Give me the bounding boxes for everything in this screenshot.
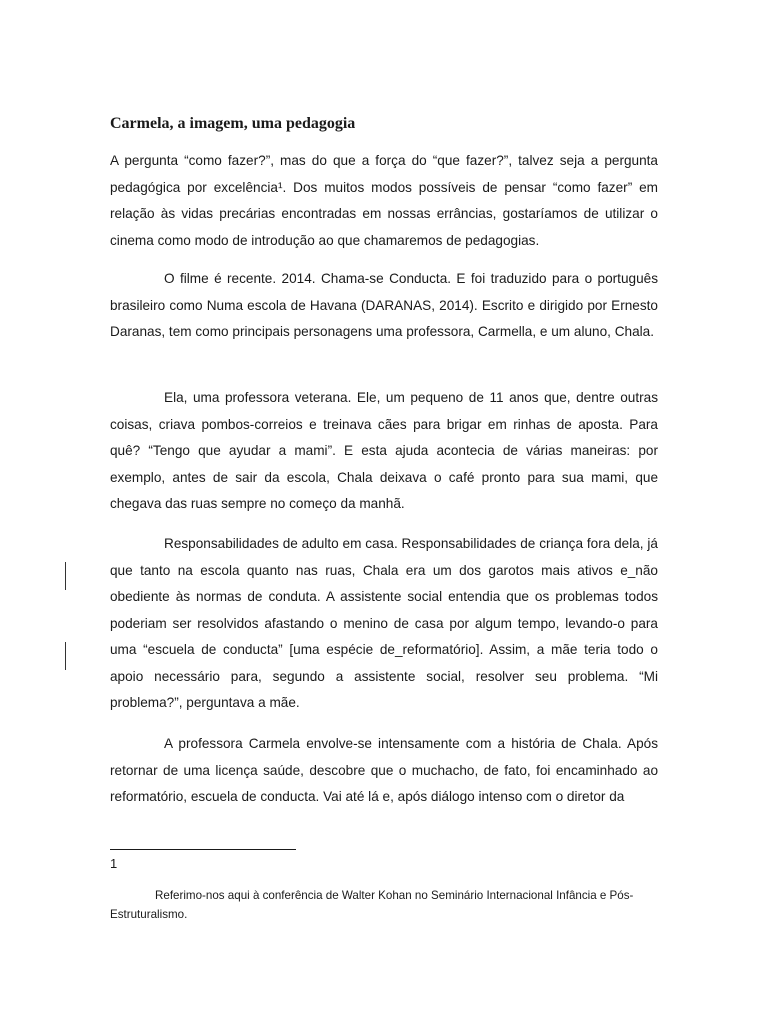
document-title: Carmela, a imagem, uma pedagogia — [110, 115, 356, 132]
revision-mark-bar — [65, 562, 66, 590]
footnote-text: Referimo-nos aqui à conferência de Walter Kohan no Seminário Internacional Infância e Pós-Estruturalismo. — [110, 889, 634, 921]
paragraph-1-text: A pergunta “como fazer?”, mas do que a força do “que fazer?”, talvez seja a pergunta pedagógica por excelência¹. Dos muitos modos possíveis de pensar “como fazer” em relação às vidas precárias encontradas em nossas errâncias, gostaríamos de utilizar o cinema como modo de introdução ao que chamaremos de pedagogias. — [110, 153, 658, 248]
paragraph-1 — [110, 148, 658, 254]
paragraph-2-text: O filme é recente. 2014. Chama-se Conducta. E foi traduzido para o português brasileiro como Numa escola de Havana (DARANAS, 2014). Escrito e dirigido por Ernesto Daranas, tem como principais personagens uma professora, Carmella, e um aluno, Chala. — [110, 271, 658, 339]
footnote-separator — [110, 849, 296, 850]
paragraph-4 — [110, 531, 658, 717]
paragraph-5-text: A professora Carmela envolve-se intensamente com a história de Chala. Após retornar de uma licença saúde, descobre que o muchacho, de fato, foi encaminhado ao reformatório, escuela de conducta. Vai até lá e, após diálogo intenso com o diretor da — [110, 736, 658, 804]
paragraph-3 — [110, 385, 658, 518]
paragraph-5 — [110, 731, 658, 811]
paragraph-2 — [110, 266, 658, 346]
paragraph-3-text: Ela, uma professora veterana. Ele, um pequeno de 11 anos que, dentre outras coisas, criava pombos-correios e treinava cães para brigar em rinhas de aposta. Para quê? “Tengo que ayudar a mami”. E esta ajuda acontecia de várias maneiras: por exemplo, antes de sair da escola, Chala deixava o café pronto para sua mami, que chegava das ruas sempre no começo da manhã. — [110, 390, 658, 511]
revision-mark-bar — [65, 642, 66, 670]
footnote — [110, 886, 658, 924]
paragraph-4-text: Responsabilidades de adulto em casa. Responsabilidades de criança fora dela, já que tanto na escola quanto nas ruas, Chala era um dos garotos mais ativos e_não obediente às normas de conduta. A assistente social entendia que os problemas todos poderiam ser resolvidos afastando o menino de casa por algum tempo, levando-o para uma “escuela de conducta” [uma espécie de_reformatório]. Assim, a mãe teria todo o apoio necessário para, segundo a assistente social, resolver seu problema. “Mi problema?”, perguntava a mãe. — [110, 536, 658, 710]
footnote-number: 1 — [110, 856, 118, 871]
